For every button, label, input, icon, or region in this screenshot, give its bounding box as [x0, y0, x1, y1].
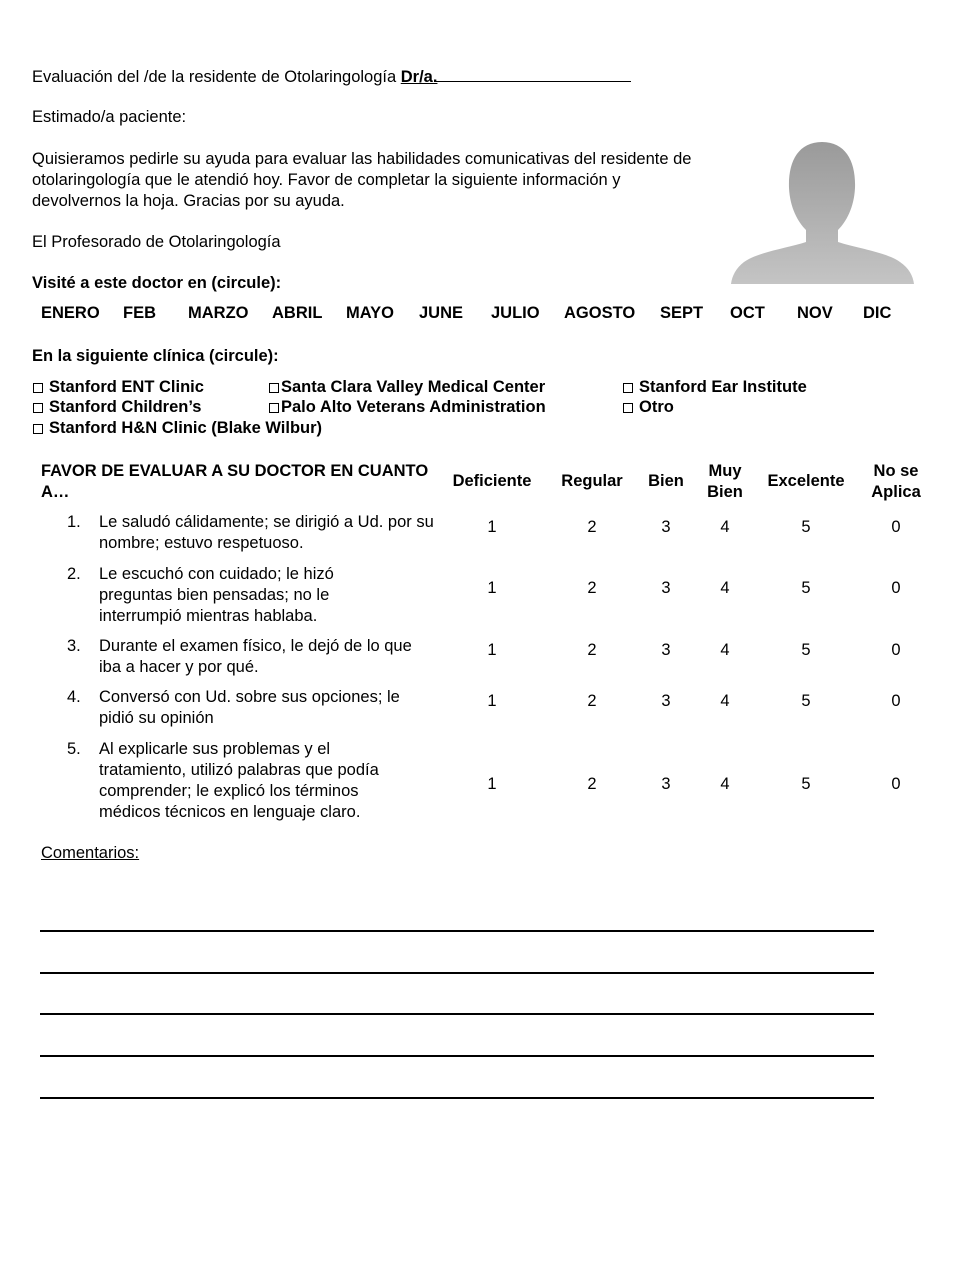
visit-heading: Visité a este doctor en (circule):	[32, 274, 282, 292]
question-number: 3.	[67, 637, 81, 655]
column-header-label: Aplica	[871, 483, 921, 501]
comment-line-1[interactable]	[40, 930, 874, 932]
rating-1[interactable]: 1	[487, 692, 497, 710]
clinic-option-otro[interactable]	[623, 398, 674, 417]
rating-5[interactable]: 5	[801, 692, 811, 710]
clinic-option-label: Stanford ENT Clinic	[49, 378, 204, 396]
rating-1[interactable]: 1	[487, 579, 497, 597]
question-text: Le saludó cálidamente; se dirigió a Ud. por su nombre; estuvo respetuoso.	[99, 513, 434, 552]
question-text: Conversó con Ud. sobre sus opciones; le pidió su opinión	[99, 688, 400, 727]
question-text: Le escuchó con cuidado; le hizó preguntas bien pensadas; no le interrumpió mientras hablaba.	[99, 565, 334, 625]
clinic-heading: En la siguiente clínica (circule):	[32, 347, 279, 365]
month-oct[interactable]: OCT	[730, 304, 765, 322]
clinic-option-childrens[interactable]	[33, 398, 201, 417]
month-mayo[interactable]: MAYO	[346, 304, 394, 322]
clinic-option-label: Stanford Ear Institute	[639, 378, 807, 396]
column-header-label: No se	[873, 462, 919, 480]
question-1	[67, 512, 447, 554]
clinic-option-hn[interactable]	[33, 419, 322, 438]
rating-5[interactable]: 5	[801, 775, 811, 793]
question-2	[67, 564, 367, 627]
column-header-deficiente	[437, 471, 547, 492]
rating-5[interactable]: 5	[801, 518, 811, 536]
column-header-label: Deficiente	[452, 472, 532, 490]
month-feb[interactable]: FEB	[123, 304, 156, 322]
checkbox[interactable]	[33, 403, 43, 413]
intro-paragraph: Quisieramos pedirle su ayuda para evaluar las habilidades comunicativas del residente de otolaringología que le atendió hoy. Favor de completar la siguiente información y devolvernos la hoja. Gracias por su ayuda.	[32, 150, 692, 210]
rating-1[interactable]: 1	[487, 775, 497, 793]
form-title-text: Evaluación del /de la residente de Otolaringología	[32, 68, 401, 86]
checkbox[interactable]	[623, 383, 633, 393]
rating-0[interactable]: 0	[891, 775, 901, 793]
checkbox[interactable]	[269, 383, 279, 393]
month-nov[interactable]: NOV	[797, 304, 833, 322]
rating-4[interactable]: 4	[720, 641, 730, 659]
month-dic[interactable]: DIC	[863, 304, 892, 322]
column-header-label: Muy	[708, 462, 742, 480]
person-silhouette-icon	[728, 138, 916, 284]
clinic-option-palo-alto-va[interactable]	[269, 398, 546, 417]
clinic-option-ear-institute[interactable]	[623, 378, 807, 397]
signature: El Profesorado de Otolaringología	[32, 233, 281, 251]
column-header-no-aplica	[841, 461, 951, 503]
rating-5[interactable]: 5	[801, 579, 811, 597]
checkbox[interactable]	[623, 403, 633, 413]
rating-3[interactable]: 3	[661, 692, 671, 710]
rating-0[interactable]: 0	[891, 692, 901, 710]
rating-5[interactable]: 5	[801, 641, 811, 659]
comment-line-5[interactable]	[40, 1097, 874, 1099]
clinic-option-label: Santa Clara Valley Medical Center	[281, 378, 546, 396]
rating-4[interactable]: 4	[720, 692, 730, 710]
checkbox[interactable]	[33, 424, 43, 434]
rating-1[interactable]: 1	[487, 641, 497, 659]
month-enero[interactable]: ENERO	[41, 304, 100, 322]
clinic-option-label: Stanford H&N Clinic (Blake Wilbur)	[49, 419, 323, 437]
column-header-label: Regular	[561, 472, 623, 490]
rating-1[interactable]: 1	[487, 518, 497, 536]
rating-4[interactable]: 4	[720, 579, 730, 597]
column-header-label: Bien	[707, 483, 743, 501]
rating-0[interactable]: 0	[891, 641, 901, 659]
month-julio[interactable]: JULIO	[491, 304, 540, 322]
doctor-name-blank[interactable]	[436, 81, 631, 82]
month-abril[interactable]: ABRIL	[272, 304, 323, 322]
question-4	[67, 687, 437, 729]
greeting: Estimado/a paciente:	[32, 108, 187, 126]
rating-2[interactable]: 2	[587, 692, 597, 710]
rating-2[interactable]: 2	[587, 641, 597, 659]
comment-line-2[interactable]	[40, 972, 874, 974]
month-agosto[interactable]: AGOSTO	[564, 304, 636, 322]
comments-label: Comentarios:	[41, 844, 140, 862]
month-june[interactable]: JUNE	[419, 304, 464, 322]
month-marzo[interactable]: MARZO	[188, 304, 249, 322]
form-title	[32, 68, 631, 87]
question-number: 4.	[67, 688, 81, 706]
rating-0[interactable]: 0	[891, 518, 901, 536]
comment-line-3[interactable]	[40, 1013, 874, 1015]
rating-4[interactable]: 4	[720, 775, 730, 793]
question-3	[67, 636, 417, 678]
rating-3[interactable]: 3	[661, 579, 671, 597]
rating-4[interactable]: 4	[720, 518, 730, 536]
question-number: 5.	[67, 740, 81, 758]
rating-2[interactable]: 2	[587, 518, 597, 536]
question-text: Al explicarle sus problemas y el tratamiento, utilizó palabras que podía comprender; le explicó los términos médicos técnicos en lenguaje claro.	[99, 740, 379, 821]
clinic-option-label: Otro	[639, 398, 674, 416]
question-number: 1.	[67, 513, 81, 531]
doctor-label: Dr/a.	[400, 68, 438, 86]
clinic-option-label: Stanford Children’s	[49, 398, 202, 416]
clinic-option-label: Palo Alto Veterans Administration	[281, 398, 546, 416]
rating-2[interactable]: 2	[587, 579, 597, 597]
comment-line-4[interactable]	[40, 1055, 874, 1057]
rating-3[interactable]: 3	[661, 641, 671, 659]
rating-2[interactable]: 2	[587, 775, 597, 793]
checkbox[interactable]	[269, 403, 279, 413]
rating-3[interactable]: 3	[661, 775, 671, 793]
column-header-label: Excelente	[767, 472, 845, 490]
checkbox[interactable]	[33, 383, 43, 393]
evaluation-heading: FAVOR DE EVALUAR A SU DOCTOR EN CUANTO A…	[41, 462, 429, 501]
question-text: Durante el examen físico, le dejó de lo que iba a hacer y por qué.	[99, 637, 412, 676]
question-number: 2.	[67, 565, 81, 583]
clinic-option-ent[interactable]	[33, 378, 204, 397]
month-sept[interactable]: SEPT	[660, 304, 704, 322]
rating-0[interactable]: 0	[891, 579, 901, 597]
clinic-option-santa-clara[interactable]	[269, 378, 545, 397]
rating-3[interactable]: 3	[661, 518, 671, 536]
column-header-label: Bien	[648, 472, 684, 490]
question-5	[67, 739, 417, 823]
